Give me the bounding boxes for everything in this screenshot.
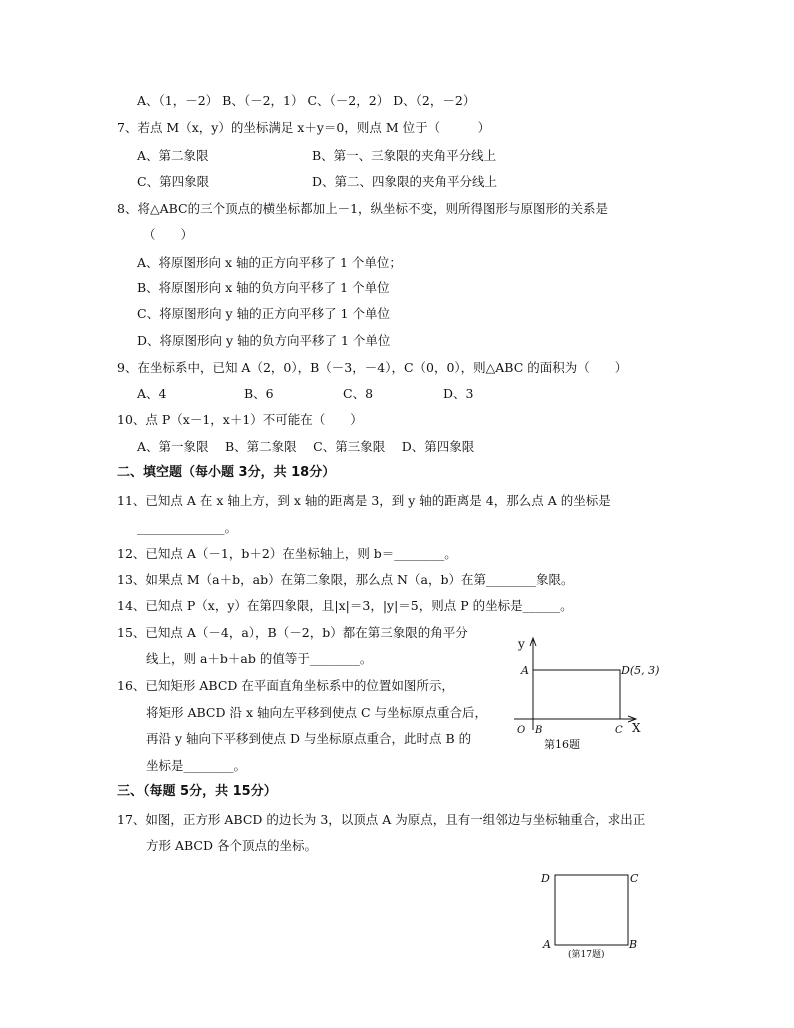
- label-x: X: [632, 721, 641, 735]
- label-d: D: [541, 872, 550, 885]
- line-q15: 15、已知点 A（－4，a），B（－2，b）都在第三象限的角平分: [117, 625, 468, 640]
- line-q7-b: B、第一、三象限的夹角平分线上: [312, 148, 497, 163]
- line-q7: 7、若点 M（x，y）的坐标满足 x＋y＝0，则点 M 位于（ ）: [117, 120, 491, 135]
- label-a: A: [543, 938, 551, 951]
- section-2-heading: 二、填空题（每小题 3分，共 18分）: [117, 465, 336, 480]
- line-q9: 9、在坐标系中，已知 A（2，0），B（－3，－4），C（0，0），则△ABC 的面积为（ ）: [117, 360, 628, 375]
- line-q9-d: D、3: [443, 386, 474, 401]
- line-q10-options: A、第一象限 B、第二象限 C、第三象限 D、第四象限: [137, 439, 475, 454]
- line-q11: 11、已知点 A 在 x 轴上方，到 x 轴的距离是 3，到 y 轴的距离是 4，那么点 A 的坐标是: [117, 493, 611, 508]
- figure-q17: [535, 862, 645, 962]
- line-q8-b: B、将原图形向 x 轴的负方向平移了 1 个单位: [137, 280, 390, 295]
- line-q9-b: B、6: [244, 386, 274, 401]
- line-q8-d: D、将原图形向 y 轴的负方向平移了 1 个单位: [137, 333, 391, 348]
- line-q10: 10、点 P（x－1，x＋1）不可能在（ ）: [117, 412, 363, 427]
- label-y: y: [518, 637, 525, 651]
- label-c: C: [630, 872, 639, 885]
- label-o: O: [517, 725, 526, 736]
- line-q13: 13、如果点 M（a＋b，ab）在第二象限，那么点 N（a，b）在第________象限。: [117, 572, 574, 587]
- line-q16-cont3: 坐标是________。: [146, 758, 247, 773]
- square-abcd: [555, 875, 628, 945]
- line-q8-a: A、将原图形向 x 轴的正方向平移了 1 个单位；: [137, 255, 402, 270]
- figure-q16: [500, 630, 660, 760]
- line-q9-a: A、4: [137, 386, 167, 401]
- line-q16: 16、已知矩形 ABCD 在平面直角坐标系中的位置如图所示，: [117, 678, 454, 693]
- line-q6-options: A、（1，－2） B、（－2，1） C、（－2，2） D、（2，－2）: [137, 93, 476, 108]
- label-c: C: [615, 725, 623, 736]
- line-q16-cont2: 再沿 y 轴向下平移到使点 D 与坐标原点重合，此时点 B 的: [146, 731, 472, 746]
- figure-caption-17: (第17题): [568, 950, 605, 960]
- label-b: B: [535, 725, 543, 736]
- line-q14: 14、已知点 P（x，y）在第四象限，且|x|＝3，|y|＝5，则点 P 的坐标是______。: [117, 598, 573, 613]
- line-q12: 12、已知点 A（－1，b＋2）在坐标轴上，则 b＝________。: [117, 546, 457, 561]
- line-q8-c: C、将原图形向 y 轴的正方向平移了 1 个单位: [137, 306, 390, 321]
- line-q8-paren: （ ）: [143, 227, 194, 242]
- line-q7-a: A、第二象限: [137, 148, 209, 163]
- rectangle-abcd: [533, 670, 620, 719]
- line-q9-c: C、8: [343, 386, 374, 401]
- line-q7-d: D、第二、四象限的夹角平分线上: [312, 174, 498, 189]
- line-q11-blank: ______________。: [137, 520, 238, 535]
- label-a: A: [521, 664, 529, 677]
- label-d: D(5, 3): [621, 664, 660, 677]
- line-q17-cont: 方形 ABCD 各个顶点的坐标。: [146, 838, 317, 853]
- line-q7-c: C、第四象限: [137, 174, 210, 189]
- label-b: B: [629, 938, 638, 951]
- line-q8: 8、将△ABC的三个顶点的横坐标都加上－1，纵坐标不变，则所得图形与原图形的关系是: [117, 201, 609, 216]
- line-q16-cont1: 将矩形 ABCD 沿 x 轴向左平移到使点 C 与坐标原点重合后，: [146, 705, 487, 720]
- section-3-heading: 三、（每题 5分，共 15分）: [117, 784, 277, 799]
- line-q15-cont: 线上，则 a＋b＋ab 的值等于________。: [146, 651, 373, 666]
- line-q17: 17、如图，正方形 ABCD 的边长为 3，以顶点 A 为原点，且有一组邻边与坐标轴重合，求出正: [117, 812, 646, 827]
- figure-caption-16: 第16题: [544, 738, 580, 751]
